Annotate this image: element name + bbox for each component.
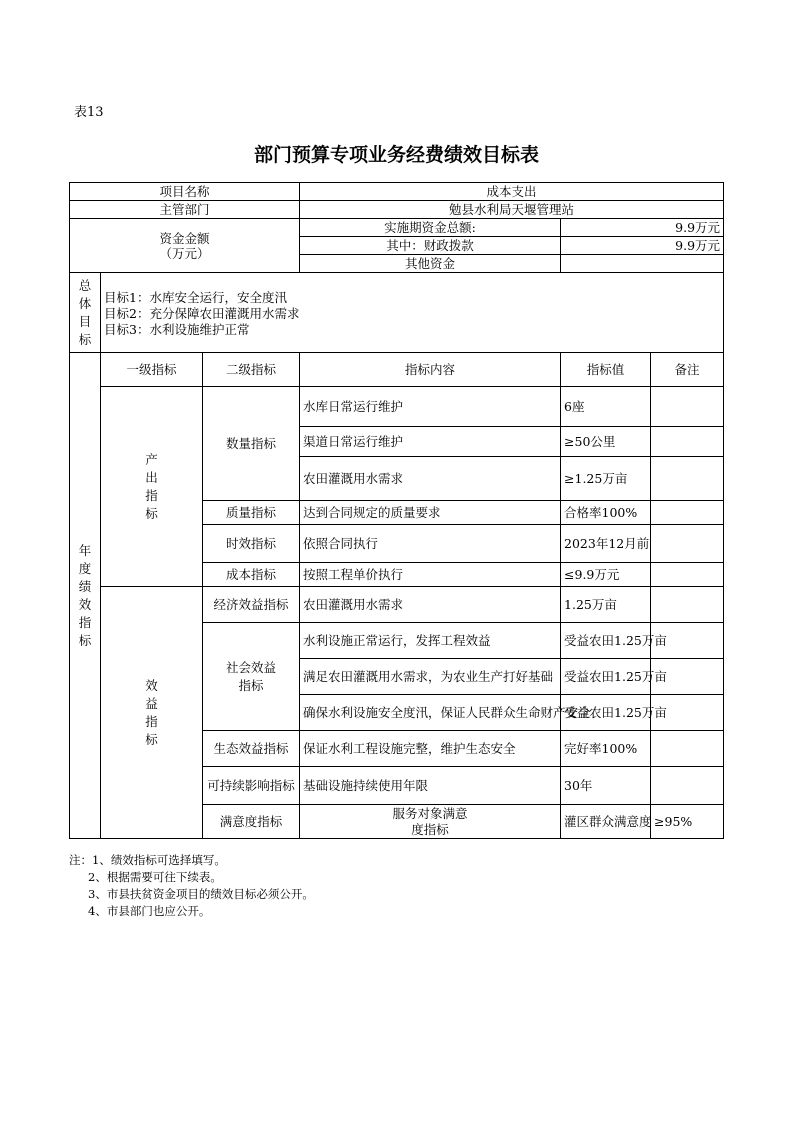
indicator-value: 受益农田1.25万亩 bbox=[561, 623, 651, 659]
indicator-remark bbox=[651, 563, 724, 587]
quality-indicator-label: 质量指标 bbox=[203, 501, 300, 525]
fund-label: 资金金额 bbox=[159, 230, 210, 246]
footnotes bbox=[69, 852, 314, 920]
footnote-item: 3、市县扶贫资金项目的绩效目标必须公开。 bbox=[88, 887, 314, 901]
table-row bbox=[70, 183, 724, 201]
indicator-value: 合格率100% bbox=[561, 501, 651, 525]
indicator-content: 依照合同执行 bbox=[300, 525, 561, 563]
service-indicator-label: 服务对象满意度指标 bbox=[300, 805, 561, 839]
indicator-remark bbox=[651, 767, 724, 805]
indicator-value: 受益农田1.25万亩 bbox=[561, 695, 651, 731]
indicator-content: 保证水利工程设施完整，维护生态安全 bbox=[300, 731, 561, 767]
indicator-content: 水库日常运行维护 bbox=[300, 387, 561, 427]
social-indicator-label: 社会效益指标 bbox=[203, 623, 300, 731]
fund-amount-label bbox=[70, 219, 300, 273]
indicator-value: 完好率100% bbox=[561, 731, 651, 767]
page-title: 部门预算专项业务经费绩效目标表 bbox=[253, 144, 539, 166]
total-fund-label: 实施期资金总额: bbox=[300, 219, 561, 237]
project-name-label: 项目名称 bbox=[70, 183, 300, 201]
goal-item: 目标3：水利设施维护正常 bbox=[104, 322, 250, 337]
sustainable-indicator-label: 可持续影响指标 bbox=[203, 767, 300, 805]
annual-indicator-label: 年度绩效指标 bbox=[70, 353, 101, 839]
indicator-value: 2023年12月前 bbox=[561, 525, 651, 563]
header-level1: 一级指标 bbox=[101, 353, 203, 387]
indicator-content: 达到合同规定的质量要求 bbox=[300, 501, 561, 525]
cost-indicator-label: 成本指标 bbox=[203, 563, 300, 587]
indicator-content: 满足农田灌溉用水需求，为农业生产打好基础 bbox=[300, 659, 561, 695]
indicator-content: 农田灌溉用水需求 bbox=[300, 457, 561, 501]
indicator-value: ≤9.9万元 bbox=[561, 563, 651, 587]
output-indicator-label: 产出指标 bbox=[101, 387, 203, 587]
indicator-content: 确保水利设施安全度汛，保证人民群众生命财产安全 bbox=[300, 695, 561, 731]
header-level2: 二级指标 bbox=[203, 353, 300, 387]
indicator-remark bbox=[651, 501, 724, 525]
indicator-value: ≥50公里 bbox=[561, 427, 651, 457]
project-name-value: 成本支出 bbox=[300, 183, 724, 201]
indicator-remark bbox=[651, 457, 724, 501]
header-value: 指标值 bbox=[561, 353, 651, 387]
benefit-indicator-label: 效益指标 bbox=[101, 587, 203, 839]
other-fund-value bbox=[561, 255, 724, 273]
other-fund-label: 其他资金 bbox=[300, 255, 561, 273]
indicator-value: 6座 bbox=[561, 387, 651, 427]
indicator-content: 渠道日常运行维护 bbox=[300, 427, 561, 457]
department-label: 主管部门 bbox=[70, 201, 300, 219]
table-row bbox=[70, 273, 724, 353]
indicator-content: 农田灌溉用水需求 bbox=[300, 587, 561, 623]
indicator-content: 水利设施正常运行，发挥工程效益 bbox=[300, 623, 561, 659]
indicator-content: 基础设施持续使用年限 bbox=[300, 767, 561, 805]
indicator-value: ≥95% bbox=[651, 805, 724, 839]
indicator-content: 灌区群众满意度 bbox=[561, 805, 651, 839]
indicator-remark bbox=[651, 587, 724, 623]
table-row bbox=[70, 353, 724, 387]
table-row bbox=[70, 201, 724, 219]
fiscal-fund-value: 9.9万元 bbox=[561, 237, 724, 255]
indicator-remark bbox=[651, 731, 724, 767]
satisfaction-indicator-label: 满意度指标 bbox=[203, 805, 300, 839]
table-row bbox=[70, 587, 724, 623]
total-fund-value: 9.9万元 bbox=[561, 219, 724, 237]
overall-goal-content bbox=[101, 273, 724, 353]
table-row bbox=[70, 387, 724, 427]
quantity-indicator-label: 数量指标 bbox=[203, 387, 300, 501]
economic-indicator-label: 经济效益指标 bbox=[203, 587, 300, 623]
performance-target-table bbox=[69, 182, 724, 839]
ecological-indicator-label: 生态效益指标 bbox=[203, 731, 300, 767]
fiscal-fund-label: 其中：财政拨款 bbox=[300, 237, 561, 255]
goal-item: 目标2：充分保障农田灌溉用水需求 bbox=[104, 306, 300, 321]
overall-goal-label: 总体目标 bbox=[70, 273, 101, 353]
table-row bbox=[70, 219, 724, 237]
indicator-remark bbox=[651, 427, 724, 457]
footnote-item: 4、市县部门也应公开。 bbox=[88, 904, 211, 918]
indicator-value: 受益农田1.25万亩 bbox=[561, 659, 651, 695]
fund-unit: （万元） bbox=[159, 245, 210, 261]
indicator-value: 1.25万亩 bbox=[561, 587, 651, 623]
indicator-content: 按照工程单价执行 bbox=[300, 563, 561, 587]
department-value: 勉县水利局天堰管理站 bbox=[300, 201, 724, 219]
indicator-value: 30年 bbox=[561, 767, 651, 805]
header-content: 指标内容 bbox=[300, 353, 561, 387]
indicator-remark bbox=[651, 525, 724, 563]
table-number: 表13 bbox=[74, 105, 104, 120]
goal-item: 目标1：水库安全运行，安全度汛 bbox=[104, 290, 287, 305]
timeliness-indicator-label: 时效指标 bbox=[203, 525, 300, 563]
indicator-remark bbox=[651, 387, 724, 427]
header-remark: 备注 bbox=[651, 353, 724, 387]
footnote-item: 2、根据需要可往下续表。 bbox=[88, 870, 222, 884]
indicator-value: ≥1.25万亩 bbox=[561, 457, 651, 501]
footnote-item: 注：1、绩效指标可选择填写。 bbox=[69, 853, 226, 867]
